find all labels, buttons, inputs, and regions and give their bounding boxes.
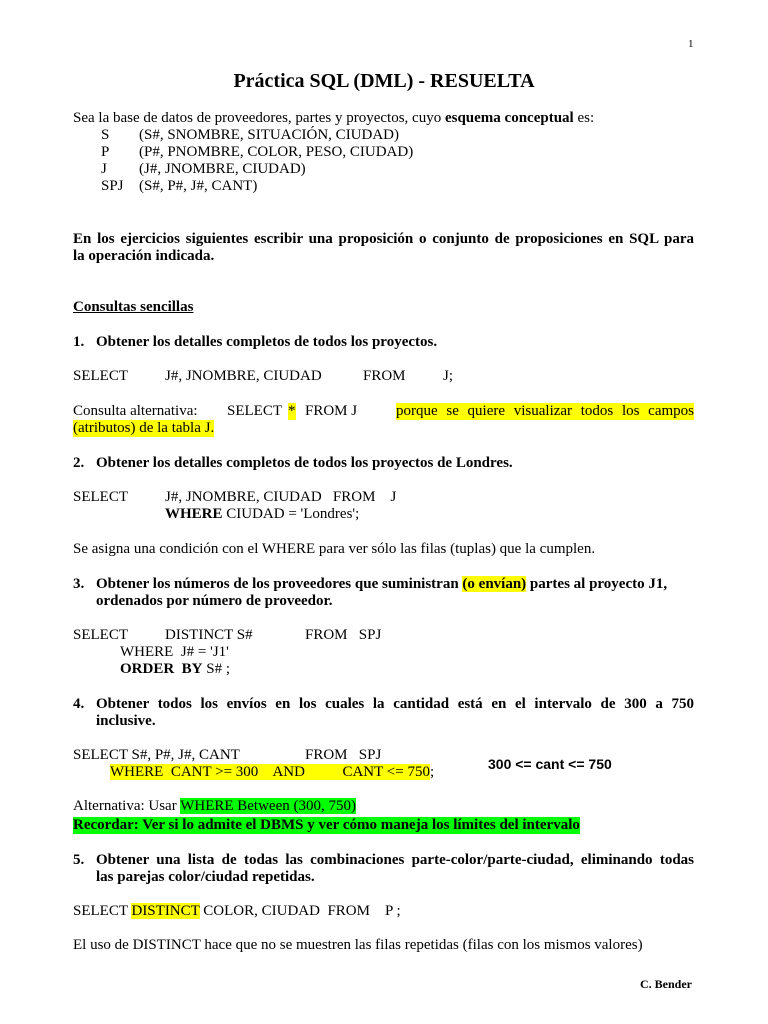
ex5-note: El uso de DISTINCT hace que no se muestren las filas repetidas (filas con los mismos valores): [73, 937, 643, 953]
instruction-line-1: En los ejercicios siguientes escribir una proposición o conjunto de proposiciones en SQL para: [73, 231, 694, 247]
ex1-sql-select: SELECT: [73, 368, 128, 384]
ex4-reminder: Recordar: Ver si lo admite el DBMS y ver cómo maneja los límites del intervalo: [73, 817, 580, 833]
schema-attrs-j: (J#, JNOMBRE, CIUDAD): [139, 161, 306, 177]
ex4-alt-highlight: WHERE Between (300, 750): [180, 798, 356, 814]
ex2-note: Se asigna una condición con el WHERE para ver sólo las filas (tuplas) que la cumplen.: [73, 541, 596, 557]
ex4-where-end: ;: [429, 764, 435, 780]
ex4-alternative: [73, 798, 356, 815]
ex5-number: 5.: [73, 852, 85, 868]
schema-attrs-s: (S#, SNOMBRE, SITUACIÓN, CIUDAD): [139, 127, 400, 143]
section-heading: Consultas sencillas: [73, 299, 194, 315]
ex3-title-highlight: (o envían): [462, 576, 527, 592]
page-title: Práctica SQL (DML) - RESUELTA: [233, 70, 535, 92]
ex1-alt-label: Consulta alternativa:: [73, 403, 198, 419]
ex3-title-line-2: ordenados por número de proveedor.: [96, 593, 333, 609]
ex2-sql-where: [165, 506, 359, 523]
ex2-title: Obtener los detalles completos de todos los proyectos de Londres.: [96, 455, 513, 471]
ex4-where-highlight: WHERE CANT >= 300 AND CANT <= 750: [110, 764, 430, 780]
ex1-alt-from: FROM J: [305, 403, 358, 419]
ex1-number: 1.: [73, 334, 85, 350]
ex4-title-line-2: inclusive.: [96, 713, 156, 729]
ex4-title-line-1: Obtener todos los envíos en los cuales la cantidad está en el intervalo de 300 a 750: [96, 696, 694, 712]
intro-paragraph: [73, 110, 594, 127]
ex3-title-text: Obtener los números de los proveedores que suministran: [96, 576, 463, 592]
ex3-sql-select: SELECT: [73, 627, 128, 643]
ex2-sql-rest: J#, JNOMBRE, CIUDAD FROM J: [165, 489, 397, 505]
ex1-sql-table: J;: [443, 368, 454, 384]
ex1-alt-note-line-1: porque se quiere visualizar todos los campos: [396, 403, 694, 419]
ex3-title-text-end: partes al proyecto J1,: [526, 576, 668, 592]
ex2-number: 2.: [73, 455, 85, 471]
ex3-sql-cols: DISTINCT S#: [165, 627, 253, 643]
ex4-alt-text: Alternativa: Usar: [73, 798, 181, 814]
schema-name-s: S: [101, 127, 110, 143]
ex1-sql-cols: J#, JNOMBRE, CIUDAD: [165, 368, 322, 384]
ex1-sql-from: FROM: [363, 368, 406, 384]
ex5-title-line-1: Obtener una lista de todas las combinaciones parte-color/parte-ciudad, eliminando todas: [96, 852, 694, 868]
ex3-sql-order: [120, 661, 230, 678]
ex2-where-condition: CIUDAD = 'Londres';: [222, 506, 360, 522]
intro-text: Sea la base de datos de proveedores, partes y proyectos, cuyo: [73, 110, 445, 126]
footer-author: C. Bender: [640, 977, 692, 991]
schema-attrs-spj: (S#, P#, J#, CANT): [139, 178, 258, 194]
ex4-sql-where: [110, 764, 434, 781]
ex4-sql-from: FROM SPJ: [305, 747, 382, 763]
ex3-title-line-1: [96, 576, 667, 593]
schema-attrs-p: (P#, PNOMBRE, COLOR, PESO, CIUDAD): [139, 144, 414, 160]
ex1-alt-star: *: [288, 403, 296, 419]
ex1-alt-note-line-2: (atributos) de la tabla J.: [73, 420, 215, 436]
ex1-alt-select: SELECT: [227, 403, 282, 419]
ex5-sql-distinct: DISTINCT: [131, 903, 200, 919]
ex3-order-keyword: ORDER BY: [120, 661, 203, 677]
ex4-side-note: 300 <= cant <= 750: [488, 756, 612, 772]
intro-text-end: es:: [573, 110, 595, 126]
ex5-sql: [73, 903, 401, 920]
ex2-where-keyword: WHERE: [165, 506, 223, 522]
ex5-sql-rest: COLOR, CIUDAD FROM P ;: [199, 903, 401, 919]
intro-bold: esquema conceptual: [444, 110, 574, 126]
ex3-number: 3.: [73, 576, 85, 592]
ex1-title: Obtener los detalles completos de todos los proyectos.: [96, 334, 438, 350]
ex3-sql-where: WHERE J# = 'J1': [120, 644, 229, 660]
instruction-line-2: la operación indicada.: [73, 248, 215, 264]
ex3-sql-from: FROM SPJ: [305, 627, 382, 643]
ex3-order-rest: S# ;: [202, 661, 231, 677]
ex2-sql-select: SELECT: [73, 489, 128, 505]
ex4-number: 4.: [73, 696, 85, 712]
schema-name-spj: SPJ: [101, 178, 124, 194]
ex5-sql-select: SELECT: [73, 903, 132, 919]
ex5-title-line-2: las parejas color/ciudad repetidas.: [96, 869, 315, 885]
ex4-sql-select: SELECT S#, P#, J#, CANT: [73, 747, 240, 763]
page-number: 1: [688, 38, 694, 50]
schema-name-p: P: [101, 144, 110, 160]
schema-name-j: J: [101, 161, 107, 177]
